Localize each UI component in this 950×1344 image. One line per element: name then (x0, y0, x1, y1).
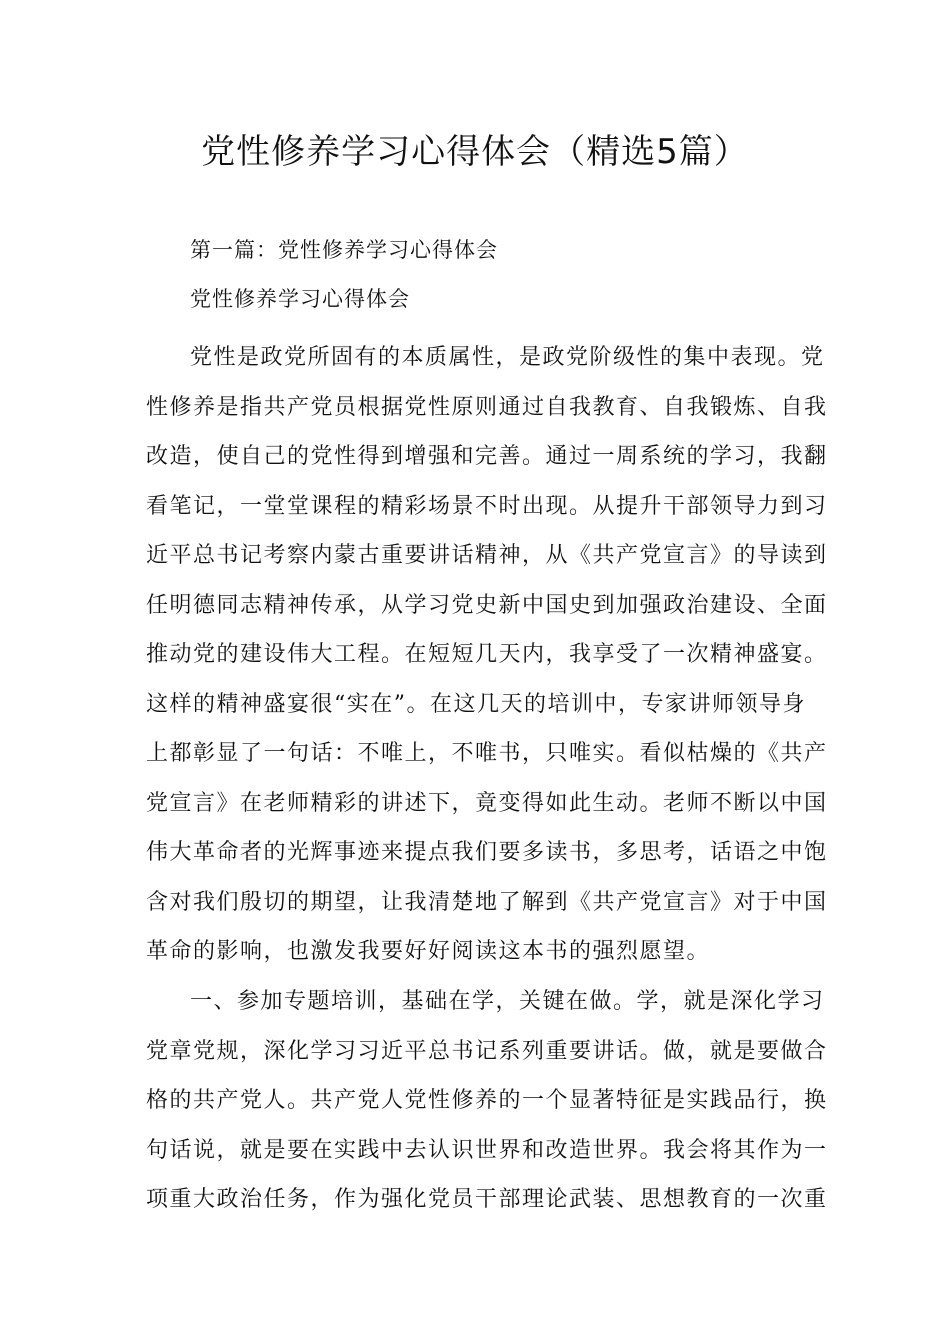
paragraph-line: 一、参加专题培训，基础在学，关键在做。学，就是深化学习 (190, 989, 825, 1014)
paragraph-line: 含对我们殷切的期望，让我清楚地了解到《共产党宣言》对于中国 (146, 889, 828, 915)
paragraph-line: 项重大政治任务，作为强化党员干部理论武装、思想教育的一次重 (146, 1187, 828, 1212)
paragraph-line: 党章党规，深化学习习近平总书记系列重要讲话。做，就是要做合 (146, 1038, 828, 1064)
paragraph-2 (146, 977, 828, 1225)
paragraph-line: 伟大革命者的光辉事迹来提点我们要多读书，多思考，话语之中饱 (146, 840, 828, 865)
paragraph-line: 看笔记，一堂堂课程的精彩场景不时出现。从提升干部领导力到习 (146, 493, 828, 519)
paragraph-line: 近平总书记考察内蒙古重要讲话精神，从《共产党宣言》的导读到 (146, 543, 828, 568)
paragraph-line: 格的共产党人。共产党人党性修养的一个显著特征是实践品行，换 (146, 1088, 828, 1113)
section-heading: 第一篇：党性修养学习心得体会 (190, 238, 498, 262)
paragraph-line: 革命的影响，也激发我要好好阅读这本书的强烈愿望。 (146, 939, 711, 964)
paragraph-line: 推动党的建设伟大工程。在短短几天内，我享受了一次精神盛宴。 (146, 642, 828, 667)
paragraph-line: 党宣言》在老师精彩的讲述下，竟变得如此生动。老师不断以中国 (146, 790, 828, 816)
paragraph-line: 句话说，就是要在实践中去认识世界和改造世界。我会将其作为一 (146, 1137, 828, 1163)
paragraph-line: 上都彰显了一句话：不唯上，不唯书，只唯实。看似枯燥的《共产 (146, 741, 828, 766)
document-title: 党性修养学习心得体会（精选5篇） (201, 132, 749, 172)
paragraph-1 (146, 333, 828, 977)
subheading: 党性修养学习心得体会 (190, 287, 410, 311)
paragraph-line: 性修养是指共产党员根据党性原则通过自我教育、自我锻炼、自我 (146, 394, 828, 420)
paragraph-line: 这样的精神盛宴很“实在”。在这几天的培训中，专家讲师领导身 (146, 691, 806, 717)
paragraph-line: 党性是政党所固有的本质属性，是政党阶级性的集中表现。党 (190, 345, 825, 370)
paragraph-line: 任明德同志精神传承，从学习党史新中国史到加强政治建设、全面 (146, 592, 828, 618)
paragraph-line: 改造，使自己的党性得到增强和完善。通过一周系统的学习，我翻 (146, 444, 828, 469)
